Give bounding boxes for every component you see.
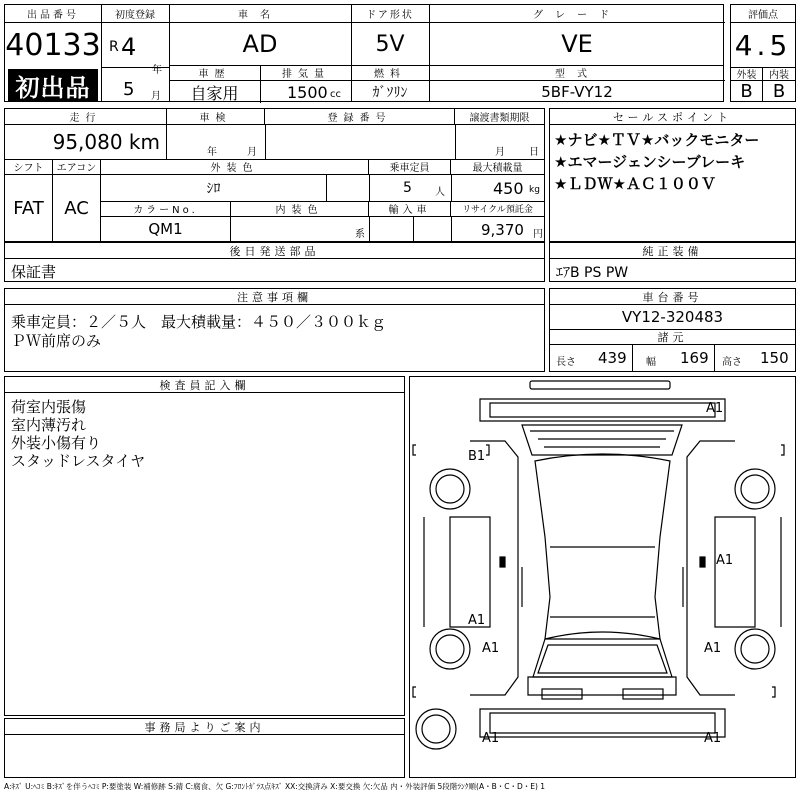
grade: VE <box>561 30 593 58</box>
fuel: ｶﾞｿﾘﾝ <box>372 85 408 101</box>
width-label: 幅 <box>646 357 656 368</box>
transfer-label: 譲渡書類期限 <box>455 109 544 125</box>
transfer-day-unit: 日 <box>529 147 539 158</box>
ac-label: エアコン <box>53 159 101 175</box>
inspector-line-2: 室内薄汚れ <box>11 416 87 434</box>
interior-color-label: 内装色 <box>231 201 369 217</box>
inspector-line-1: 荷室内張傷 <box>11 398 87 416</box>
sales-point-1: ★ナビ★ＴＶ★バックモニター <box>554 131 760 149</box>
exterior-color: ｼﾛ <box>101 175 327 201</box>
door-type: 5V <box>375 31 405 57</box>
reg-year-unit: 年 <box>152 65 162 76</box>
genuine-equipment-value: ｴｱB PS PW <box>556 265 629 281</box>
history: 自家用 <box>169 81 261 103</box>
notes-label: 注意事項欄 <box>5 289 544 305</box>
color-no-label: カラーNo. <box>101 201 231 217</box>
width: 169 <box>680 349 709 367</box>
interior-label: 内装 <box>763 67 795 81</box>
car-diagram <box>409 376 796 778</box>
shift-label: シフト <box>5 159 53 175</box>
inspection-year-unit: 年 <box>207 147 217 158</box>
length: 439 <box>598 349 627 367</box>
inspector-line-4: スタッドレスタイヤ <box>11 452 146 470</box>
car-outline-diagram <box>410 377 795 777</box>
inspection-month-unit: 月 <box>247 147 257 158</box>
max-load-unit: kg <box>529 185 540 195</box>
ac: AC <box>53 175 101 241</box>
chassis-label: 車台番号 <box>550 289 795 305</box>
score-label: 評価点 <box>731 5 795 23</box>
score: 4.5 <box>734 28 792 62</box>
mark-right-front-door: A1 <box>716 553 734 568</box>
reg-month-unit: 月 <box>151 91 161 102</box>
notes-line-2: ＰＷ前席のみ <box>11 332 102 350</box>
recycle-amount: 9,370 <box>481 221 524 239</box>
plate-label: 登録番号 <box>265 109 455 125</box>
interior-color-unit: 系 <box>355 229 365 240</box>
mark-right-rear-fender: A1 <box>704 641 722 656</box>
max-load: 450 <box>493 179 524 198</box>
reg-month: 5 <box>123 79 135 100</box>
fuel-label: 燃料 <box>351 65 429 81</box>
car-name-label: 車名 <box>169 5 351 23</box>
max-load-label: 最大積載量 <box>451 159 544 175</box>
displacement: 1500 <box>287 83 328 102</box>
mark-rear-right: A1 <box>704 731 722 746</box>
mark-left-rear-door: A1 <box>468 613 486 628</box>
capacity-label: 乗車定員 <box>369 159 451 175</box>
score-block <box>730 4 796 102</box>
displacement-label: 排気量 <box>261 65 351 81</box>
genuine-equipment-block <box>549 242 796 282</box>
shift: FAT <box>5 175 53 241</box>
inspector-line-3: 外装小傷有り <box>11 434 102 452</box>
mark-left-front-door: B1 <box>468 449 486 464</box>
capacity-unit: 人 <box>435 187 445 198</box>
mark-front-top: A1 <box>706 401 724 416</box>
reg-era: R <box>109 39 119 55</box>
later-parts-block <box>4 242 545 282</box>
mileage-label: 走行 <box>5 109 167 125</box>
later-parts-label: 後日発送部品 <box>5 243 544 259</box>
color-number: QM1 <box>101 217 231 241</box>
lot-no-label: 出品番号 <box>5 5 101 23</box>
capacity: 5 <box>403 180 412 196</box>
color-label: 外装色 <box>101 159 369 175</box>
first-listing-badge: 初出品 <box>8 69 98 101</box>
sales-points-block <box>549 108 796 242</box>
height: 150 <box>760 349 789 367</box>
dims-label: 諸元 <box>550 329 795 345</box>
recycle-label: リサイクル預託金 <box>451 201 544 217</box>
height-label: 高さ <box>722 357 742 368</box>
office-block <box>4 718 405 778</box>
history-label: 車歴 <box>169 65 261 81</box>
grade-label: グレード <box>429 5 725 23</box>
door-label: ドア形状 <box>351 5 429 23</box>
displacement-unit: cc <box>330 89 341 100</box>
legend-text: A:ｷｽﾞ U:ﾍｺﾐ B:ｷｽﾞを伴うﾍｺﾐ P:要塗装 W:補修跡 S:錆 C:腐食、欠 G:ﾌﾛﾝﾄｶﾞﾗｽ点ｷｽﾞ XX:交換済み X:要交換 欠:欠品 内・外装評価 5段階ﾗﾝｸ順(A・B・C・D・E) 1 <box>4 782 546 791</box>
length-label: 長さ <box>556 357 576 368</box>
genuine-equipment-label: 純正装備 <box>550 243 795 259</box>
sales-point-2: ★エマージェンシーブレーキ <box>554 153 746 171</box>
sales-points-label: セールスポイント <box>550 109 795 125</box>
chassis-block <box>549 288 796 372</box>
notes-block <box>4 288 545 372</box>
inspector-block <box>4 376 405 716</box>
lot-number: 40133 <box>5 27 101 63</box>
transfer-month-unit: 月 <box>495 147 505 158</box>
later-parts-value: 保証書 <box>11 263 57 281</box>
mileage: 95,080 km <box>5 125 167 159</box>
mark-rear-left: A1 <box>482 731 500 746</box>
model: 5BF-VY12 <box>541 83 613 101</box>
reg-year: 4 <box>121 33 137 61</box>
import-label: 輸入車 <box>369 201 451 217</box>
reg-label: 初度登録 <box>101 5 169 23</box>
car-name: AD <box>242 30 278 58</box>
mark-left-rear-fender: A1 <box>482 641 500 656</box>
inspection-label: 車検 <box>167 109 265 125</box>
header-block <box>4 4 724 102</box>
details-block <box>4 108 545 242</box>
inspector-label: 検査員記入欄 <box>5 377 404 393</box>
exterior-label: 外装 <box>731 67 763 81</box>
office-label: 事務局よりご案内 <box>5 719 404 735</box>
interior-score: B <box>772 81 786 101</box>
notes-line-1: 乗車定員：２／５人 最大積載量：４５０／３００ｋｇ <box>11 313 387 331</box>
sales-point-3: ★ＬＤＷ★ＡＣ１００Ｖ <box>554 175 716 193</box>
exterior-score: B <box>731 81 763 101</box>
chassis-number: VY12-320483 <box>621 308 724 326</box>
recycle-unit: 円 <box>533 229 543 240</box>
model-label: 型式 <box>429 65 725 81</box>
